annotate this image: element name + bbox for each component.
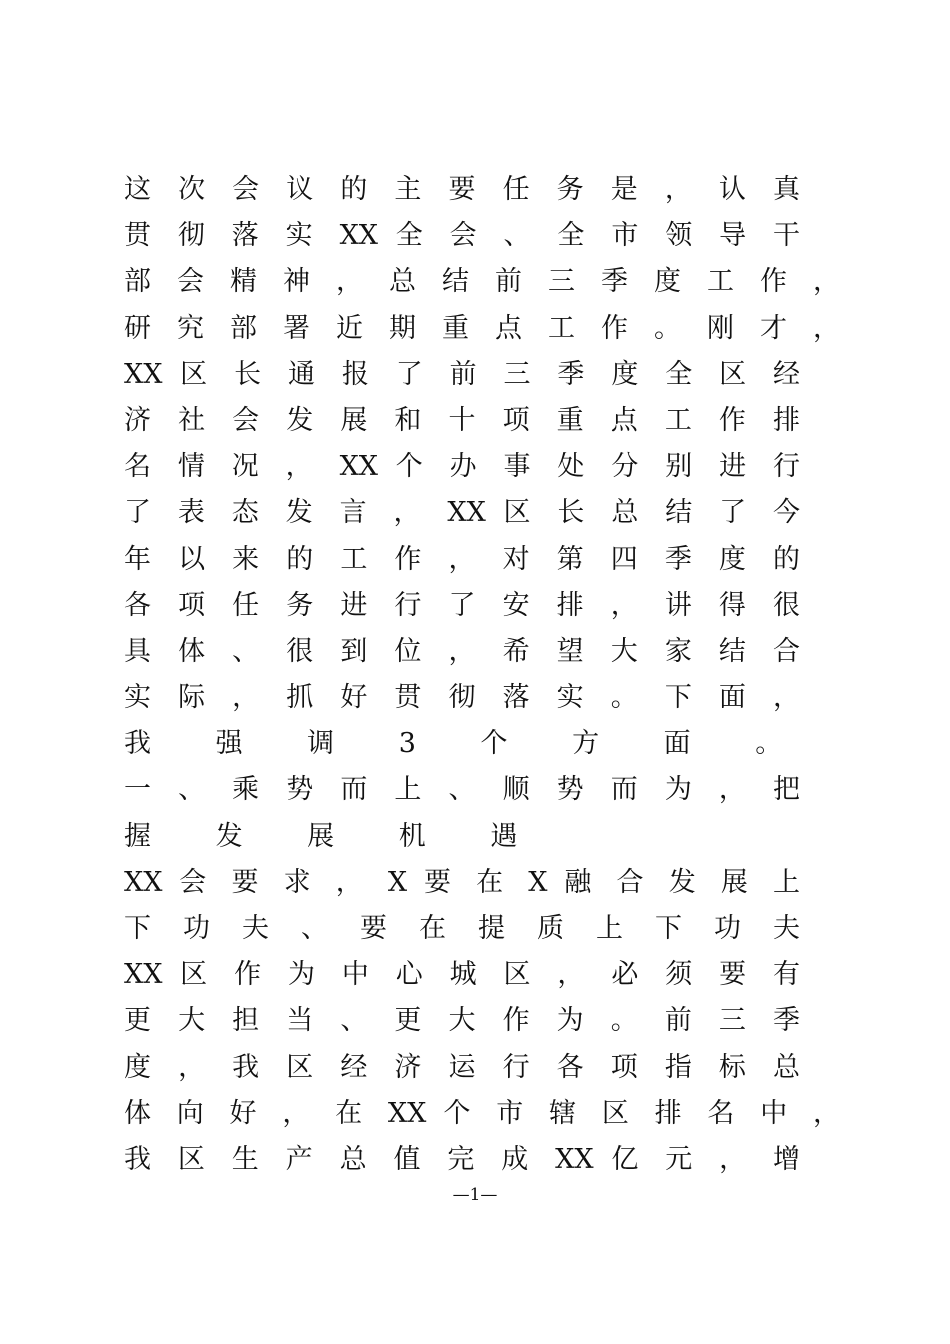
text-line-content: 这 次 会 议 的 主 要 任 务 是 ， 认 真	[124, 174, 800, 205]
text-line	[124, 583, 850, 629]
body-text	[124, 167, 850, 1183]
text-line	[124, 167, 850, 213]
text-line	[124, 352, 850, 398]
text-line-content: XX 区 作 为 中 心 城 区 ， 必 须 要 有	[124, 959, 800, 991]
text-line	[124, 906, 850, 952]
section-heading: 一 、 乘 势 而 上 、 顺 势 而 为 ， 把	[124, 774, 800, 806]
text-line-content: 贯 彻 落 实 XX 全 会 、 全 市 领 导 干	[124, 220, 800, 252]
text-line-content: 名 情 况 ， XX 个 办 事 处 分 别 进 行	[124, 451, 800, 483]
text-line	[124, 629, 850, 675]
text-line-content: 实 际 ， 抓 好 贯 彻 落 实 。 下 面 ，	[124, 682, 800, 714]
text-line-content: XX 会 要 求 ， X 要 在 X 融 合 发 展 上	[124, 866, 800, 898]
text-line	[124, 1091, 850, 1137]
text-line-content: 我 强 调 3 个 方 面 。	[124, 728, 811, 760]
text-line-content: 具 体 、 很 到 位 ， 希 望 大 家 结 合	[124, 635, 800, 667]
text-line	[124, 213, 850, 259]
section-heading-line	[124, 767, 850, 813]
text-line-content: 我 区 生 产 总 值 完 成 XX 亿 元 ， 增	[124, 1143, 800, 1175]
text-line	[124, 1045, 850, 1091]
page-number: —1—	[452, 1185, 498, 1205]
text-line-content: 更 大 担 当 、 更 大 作 为 。 前 三 季	[124, 1005, 800, 1037]
text-line	[124, 675, 850, 721]
text-line	[124, 306, 850, 352]
section-heading: 握 发 展 机 遇	[124, 820, 546, 852]
text-line-content: XX 区 长 通 报 了 前 三 季 度 全 区 经	[124, 358, 800, 390]
text-line-content: 济 社 会 发 展 和 十 项 重 点 工 作 排	[124, 404, 800, 436]
text-line-content: 研 究 部 署 近 期 重 点 工 作 。 刚 才 ，	[124, 312, 840, 344]
text-line	[124, 444, 850, 490]
text-line	[124, 1137, 850, 1183]
text-line	[124, 860, 850, 906]
section-heading-line	[124, 814, 850, 860]
text-line-content: 了 表 态 发 言 ， XX 区 长 总 结 了 今	[124, 497, 800, 529]
text-line-content: 体 向 好 ， 在 XX 个 市 辖 区 排 名 中 ，	[124, 1097, 840, 1129]
text-line	[124, 490, 850, 536]
text-line-content: 度 ， 我 区 经 济 运 行 各 项 指 标 总	[124, 1051, 800, 1083]
text-line	[124, 721, 850, 767]
text-line	[124, 259, 850, 305]
text-line-content: 年 以 来 的 工 作 ， 对 第 四 季 度 的	[124, 543, 800, 575]
text-line	[124, 537, 850, 583]
text-line	[124, 998, 850, 1044]
text-line	[124, 952, 850, 998]
text-line-content: 各 项 任 务 进 行 了 安 排 ， 讲 得 很	[124, 589, 800, 621]
text-line-content: 部 会 精 神 ， 总 结 前 三 季 度 工 作 ，	[124, 266, 840, 298]
text-line	[124, 398, 850, 444]
text-line-content: 下 功 夫 、 要 在 提 质 上 下 功 夫	[124, 913, 800, 944]
